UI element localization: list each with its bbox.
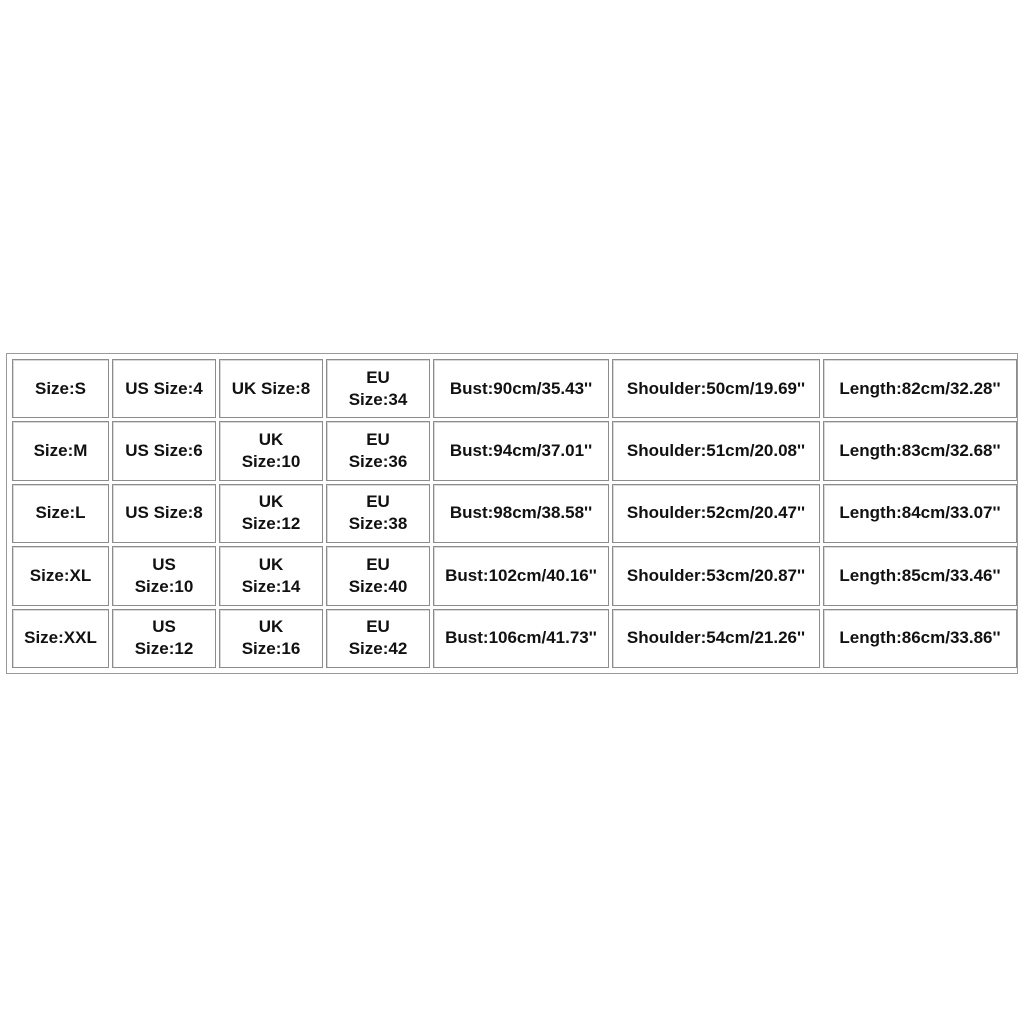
eu-size-cell: EU Size:38 [326,484,430,543]
eu-size-cell: EU Size:40 [326,546,430,605]
length-cell: Length:85cm/33.46'' [823,546,1017,605]
length-cell: Length:86cm/33.86'' [823,609,1017,668]
length-cell: Length:83cm/32.68'' [823,421,1017,480]
us-size-cell: US Size:4 [112,359,216,418]
eu-size-cell: EU Size:36 [326,421,430,480]
size-chart-table [9,356,1020,671]
size-chart [6,353,1018,674]
bust-cell: Bust:98cm/38.58'' [433,484,609,543]
size-cell: Size:S [12,359,109,418]
shoulder-cell: Shoulder:51cm/20.08'' [612,421,820,480]
bust-cell: Bust:90cm/35.43'' [433,359,609,418]
shoulder-cell: Shoulder:52cm/20.47'' [612,484,820,543]
size-row-m [12,421,1017,480]
bust-cell: Bust:106cm/41.73'' [433,609,609,668]
size-row-xxl [12,609,1017,668]
us-size-cell: US Size:8 [112,484,216,543]
size-row-xl [12,546,1017,605]
shoulder-cell: Shoulder:53cm/20.87'' [612,546,820,605]
eu-size-cell: EU Size:42 [326,609,430,668]
length-cell: Length:84cm/33.07'' [823,484,1017,543]
us-size-cell: US Size:10 [112,546,216,605]
size-cell: Size:XXL [12,609,109,668]
size-cell: Size:M [12,421,109,480]
length-cell: Length:82cm/32.28'' [823,359,1017,418]
uk-size-cell: UK Size:16 [219,609,323,668]
bust-cell: Bust:94cm/37.01'' [433,421,609,480]
us-size-cell: US Size:12 [112,609,216,668]
size-cell: Size:XL [12,546,109,605]
uk-size-cell: UK Size:8 [219,359,323,418]
uk-size-cell: UK Size:10 [219,421,323,480]
shoulder-cell: Shoulder:54cm/21.26'' [612,609,820,668]
uk-size-cell: UK Size:14 [219,546,323,605]
uk-size-cell: UK Size:12 [219,484,323,543]
bust-cell: Bust:102cm/40.16'' [433,546,609,605]
us-size-cell: US Size:6 [112,421,216,480]
eu-size-cell: EU Size:34 [326,359,430,418]
size-row-s [12,359,1017,418]
shoulder-cell: Shoulder:50cm/19.69'' [612,359,820,418]
size-cell: Size:L [12,484,109,543]
size-row-l [12,484,1017,543]
